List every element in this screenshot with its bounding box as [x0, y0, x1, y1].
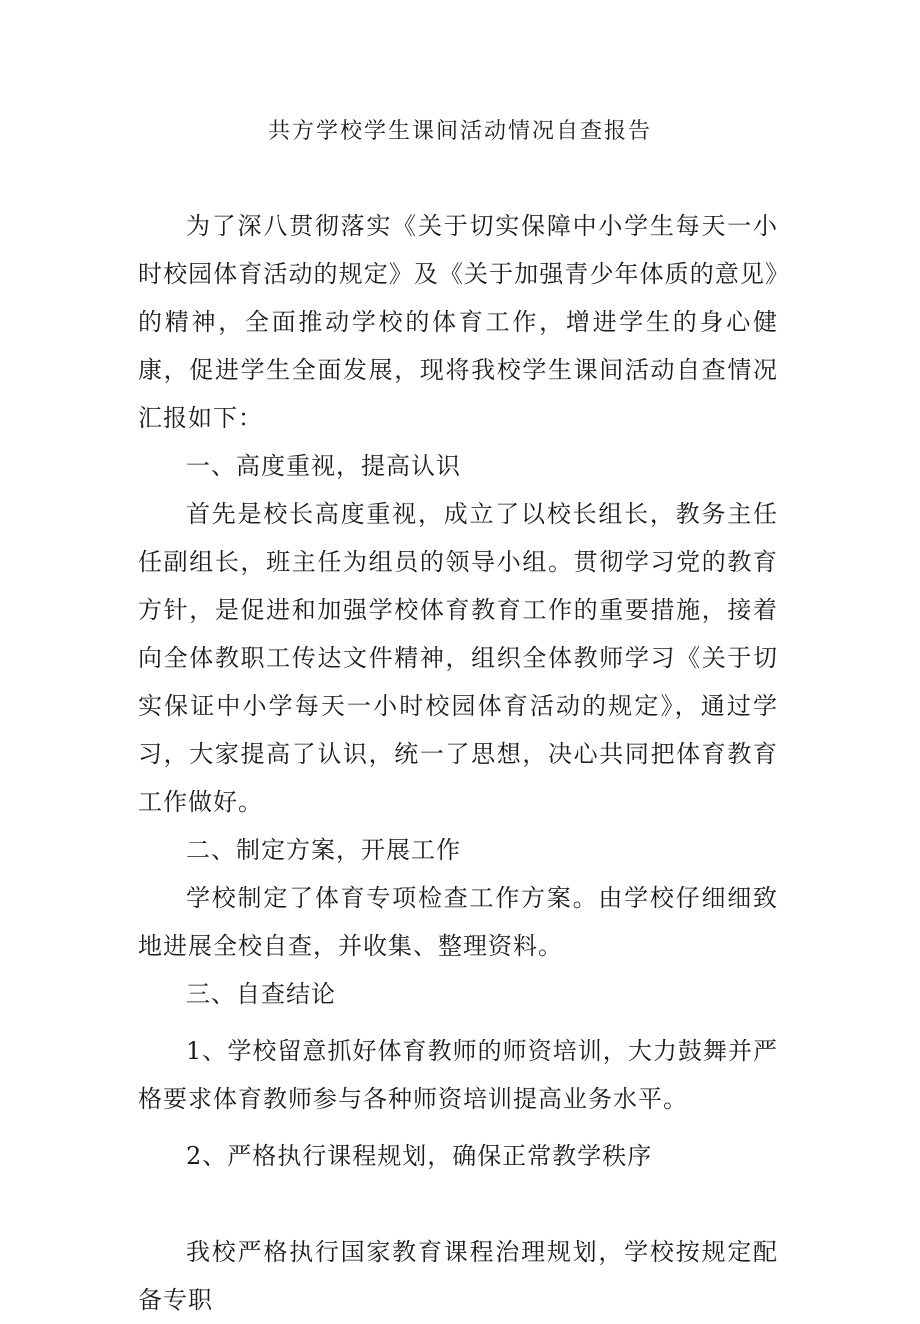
conclusion-item-2: 2、严格执行课程规划，确保正常教学秩序 — [186, 1142, 653, 1170]
section-2-paragraph: 学校制定了体育专项检查工作方案。由学校仔细细致地进展全校自查，并收集、整理资料。 — [138, 884, 778, 960]
curriculum-paragraph: 我校严格执行国家教育课程治理规划，学校按规定配备专职 — [138, 1238, 778, 1314]
section-heading-1: 一、高度重视，提高认识 — [186, 452, 461, 480]
section-heading-2: 二、制定方案，开展工作 — [186, 836, 461, 864]
intro-paragraph: 为了深八贯彻落实《关于切实保障中小学生每天一小时校园体育活动的规定》及《关于加强青少年体质的意见》的精神，全面推动学校的体育工作，增进学生的身心健康，促进学生全面发展，现将我校学生课间活动自查情况汇报如下： — [138, 212, 778, 432]
document-title: 共方学校学生课间活动情况自查报告 — [267, 119, 652, 144]
section-heading-3: 三、自查结论 — [186, 980, 336, 1008]
document-body — [138, 202, 778, 1324]
conclusion-item-1: 1、学校留意抓好体育教师的师资培训，大力鼓舞并严格要求体育教师参与各种师资培训提高业务水平。 — [138, 1037, 778, 1113]
section-1-paragraph: 首先是校长高度重视，成立了以校长组长，教务主任任副组长，班主任为组员的领导小组。贯彻学习党的教育方针，是促进和加强学校体育教育工作的重要措施，接着向全体教职工传达文件精神，组织全体教师学习《关于切实保证中小学每天一小时校园体育活动的规定》，通过学习，大家提高了认识，统一了思想，决心共同把体育教育工作做好。 — [138, 500, 778, 816]
